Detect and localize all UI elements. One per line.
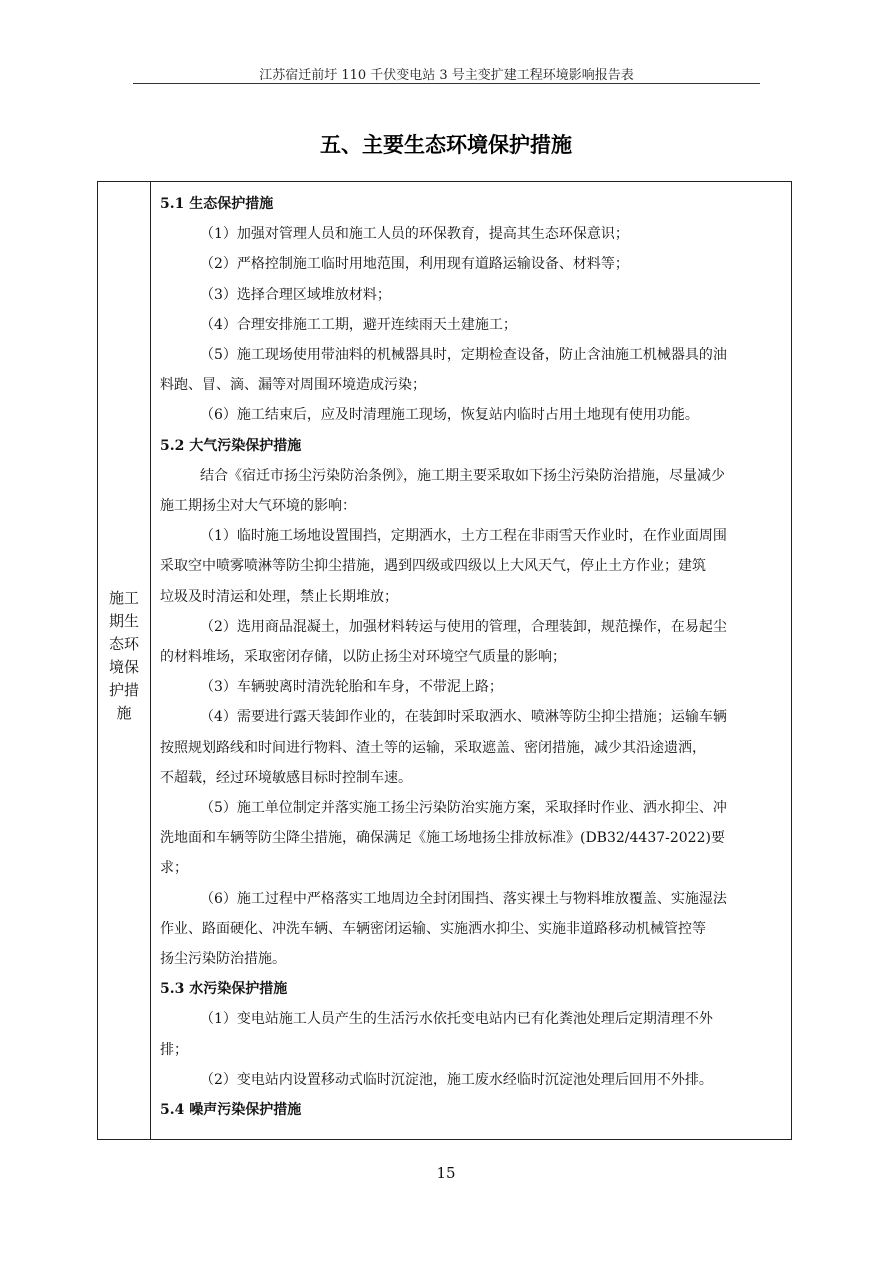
paragraph-line: （3）选择合理区域堆放材料；	[200, 286, 391, 303]
paragraph-line: 结合《宿迁市扬尘污染防治条例》，施工期主要采取如下扬尘污染防治措施，尽量减少	[200, 467, 725, 484]
column-divider	[150, 182, 151, 1139]
paragraph-line: （5）施工现场使用带油料的机械器具时，定期检查设备，防止含油施工机械器具的油	[200, 347, 727, 364]
row-label-line: 态环	[108, 635, 139, 653]
paragraph-line: 洗地面和车辆等防尘降尘措施，确保满足《施工场地扬尘排放标准》(DB32/4437-2022)要	[160, 830, 725, 847]
paragraph-line: （3）车辆驶离时清洗轮胎和车身，不带泥上路；	[200, 679, 503, 696]
row-label-line: 施	[116, 704, 132, 722]
header-rule	[133, 83, 760, 84]
section-title: 五、主要生态环境保护措施	[320, 133, 572, 157]
paragraph-line: （4）合理安排施工工期，避开连续雨天土建施工；	[200, 316, 517, 333]
section-heading: 5.4 噪声污染保护措施	[160, 1102, 302, 1119]
page-number: 15	[436, 1164, 456, 1182]
paragraph-line: （1）变电站施工人员产生的生活污水依托变电站内已有化粪池处理后定期清理不外	[200, 1011, 713, 1028]
paragraph-line: 料跑、冒、滴、漏等对周围环境造成污染；	[160, 377, 426, 394]
paragraph-line: 求；	[160, 860, 188, 877]
row-label-line: 护措	[108, 681, 139, 699]
paragraph-line: 采取空中喷雾喷淋等防尘抑尘措施，遇到四级或四级以上大风天气，停止土方作业；建筑	[160, 558, 706, 575]
paragraph-line: 按照规划路线和时间进行物料、渣土等的运输，采取遮盖、密闭措施，减少其沿途遗洒，	[160, 739, 706, 756]
paragraph-line: 扬尘污染防治措施。	[160, 951, 286, 968]
paragraph-line: 不超载，经过环境敏感目标时控制车速。	[160, 769, 412, 786]
paragraph-line: （2）变电站内设置移动式临时沉淀池，施工废水经临时沉淀池处理后回用不外排。	[200, 1071, 713, 1088]
row-label-line: 境保	[108, 658, 139, 676]
measures-content	[160, 189, 784, 1125]
paragraph-line: （2）严格控制施工临时用地范围，利用现有道路运输设备、材料等；	[200, 256, 629, 273]
row-label-line: 施工	[108, 589, 139, 607]
section-heading: 5.1 生态保护措施	[160, 196, 274, 212]
paragraph-line: 垃圾及时清运和处理，禁止长期堆放；	[160, 588, 398, 605]
paragraph-line: （6）施工过程中严格落实工地周边全封闭围挡、落实裸土与物料堆放覆盖、实施湿法	[200, 890, 727, 907]
running-header: 江苏宿迁前圩 110 千伏变电站 3 号主变扩建工程环境影响报告表	[259, 68, 634, 83]
paragraph-line: （2）选用商品混凝土，加强材料转运与使用的管理，合理装卸，规范操作，在易起尘	[200, 618, 727, 635]
paragraph-line: 施工期扬尘对大气环境的影响：	[160, 498, 356, 515]
section-heading: 5.2 大气污染保护措施	[160, 437, 302, 454]
paragraph-line: （4）需要进行露天装卸作业的，在装卸时采取洒水、喷淋等防尘抑尘措施；运输车辆	[200, 709, 727, 726]
row-label-line: 期生	[108, 612, 139, 630]
paragraph-line: （1）临时施工场地设置围挡，定期洒水，土方工程在非雨雪天作业时，在作业面周围	[200, 528, 727, 545]
paragraph-line: 排；	[160, 1041, 188, 1058]
paragraph-line: （5）施工单位制定并落实施工扬尘污染防治实施方案，采取择时作业、洒水抑尘、冲	[200, 800, 727, 817]
paragraph-line: 作业、路面硬化、冲洗车辆、车辆密闭运输、实施洒水抑尘、实施非道路移动机械管控等	[160, 920, 706, 937]
row-label	[98, 587, 150, 725]
paragraph-line: 的材料堆场，采取密闭存储，以防止扬尘对环境空气质量的影响；	[160, 649, 566, 666]
paragraph-line: （1）加强对管理人员和施工人员的环保教育，提高其生态环保意识；	[200, 226, 629, 243]
section-heading: 5.3 水污染保护措施	[160, 981, 288, 998]
measures-table	[97, 181, 792, 1140]
paragraph-line: （6）施工结束后，应及时清理施工现场，恢复站内临时占用土地现有使用功能。	[200, 407, 699, 424]
